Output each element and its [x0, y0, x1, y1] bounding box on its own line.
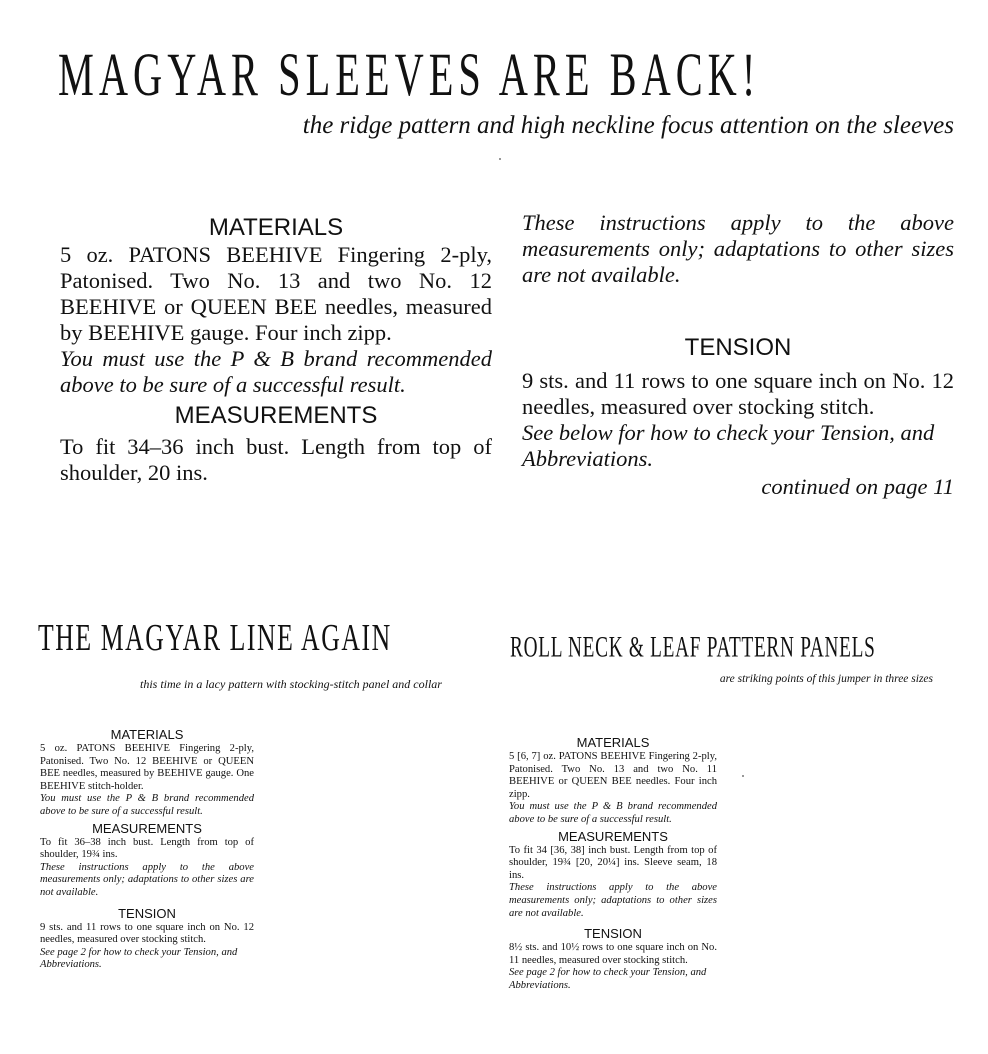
measurements-note: These instructions apply to the above measurements only; adaptations to other sizes are not available.	[522, 210, 954, 287]
magyar-line-title: THE MAGYAR LINE AGAIN	[38, 618, 392, 660]
main-title: MAGYAR SLEEVES ARE BACK!	[58, 41, 761, 110]
br-tension-heading: TENSION	[584, 926, 642, 942]
tension-note: See below for how to check your Tension, and Abbreviations.	[522, 420, 935, 471]
br-measurements-text: To fit 34 [36, 38] inch bust. Length from top of shoulder, 19¾ [20, 20¼] ins. Sleeve seam, 18 ins.	[509, 844, 717, 881]
br-tension-text: 8½ sts. and 10½ rows to one square inch on No. 11 needles, measured over stocking stitch.	[509, 942, 717, 966]
bl-measurements-note: These instructions apply to the above measurements only; adaptations to other sizes are not available.	[40, 861, 254, 898]
br-materials-text: 5 [6, 7] oz. PATONS BEEHIVE Fingering 2-ply, Patonised. Two No. 13 and two No. 11 BEEHIVE or QUEEN BEE needles. Four inch zipp.	[509, 751, 717, 800]
roll-neck-title: ROLL NECK & LEAF PATTERN PANELS	[510, 630, 876, 664]
br-tension-note: See page 2 for how to check your Tension, and Abbreviations.	[509, 967, 707, 991]
magyar-line-subtitle: this time in a lacy pattern with stocking-stitch panel and collar	[140, 677, 442, 691]
tension-text: 9 sts. and 11 rows to one square inch on No. 12 needles, measured over stocking stitch.	[522, 368, 954, 419]
measurements-heading: MEASUREMENTS	[174, 402, 378, 429]
materials-heading: MATERIALS	[208, 214, 344, 241]
roll-neck-subtitle: are striking points of this jumper in three sizes	[719, 673, 933, 685]
materials-text: 5 oz. PATONS BEEHIVE Fingering 2-ply, Patonised. Two No. 13 and two No. 12 BEEHIVE or QUEEN BEE needles, measured by BEEHIVE gauge. Four inch zipp.	[60, 242, 492, 345]
roll-neck-body	[509, 733, 717, 993]
br-measurements-heading: MEASUREMENTS	[558, 828, 668, 844]
br-materials-note: You must use the P & B brand recommended above to be sure of a successful result.	[509, 801, 717, 825]
tension-heading: TENSION	[684, 334, 792, 361]
print-speck	[742, 775, 744, 777]
magyar-line-body	[40, 725, 254, 972]
bl-tension-text: 9 sts. and 11 rows to one square inch on No. 12 needles, measured over stocking stitch.	[40, 921, 254, 946]
bl-tension-heading: TENSION	[118, 905, 176, 921]
top-right-column	[522, 210, 954, 500]
br-materials-heading: MATERIALS	[576, 735, 650, 750]
print-speck	[499, 158, 501, 160]
measurements-text: To fit 34–36 inch bust. Length from top of shoulder, 20 ins.	[60, 434, 492, 485]
bl-measurements-text: To fit 36–38 inch bust. Length from top of shoulder, 19¾ ins.	[40, 836, 254, 861]
bl-materials-text: 5 oz. PATONS BEEHIVE Fingering 2-ply, Patonised. Two No. 12 BEEHIVE or QUEEN BEE needles, measured by BEEHIVE gauge. One BEEHIVE stitch-holder.	[40, 743, 254, 792]
bl-materials-heading: MATERIALS	[110, 727, 184, 742]
top-left-column	[60, 214, 492, 486]
bl-materials-note: You must use the P & B brand recommended above to be sure of a successful result.	[40, 793, 254, 817]
br-measurements-note: These instructions apply to the above measurements only; adaptations to other sizes are not available.	[509, 882, 717, 919]
bl-measurements-heading: MEASUREMENTS	[92, 820, 202, 836]
continued-note: continued on page 11	[761, 474, 954, 499]
materials-note: You must use the P & B brand recommended above to be sure of a successful result.	[60, 346, 492, 397]
main-subtitle: the ridge pattern and high neckline focus attention on the sleeves	[302, 112, 954, 139]
bl-tension-note: See page 2 for how to check your Tension, and Abbreviations.	[40, 946, 238, 971]
